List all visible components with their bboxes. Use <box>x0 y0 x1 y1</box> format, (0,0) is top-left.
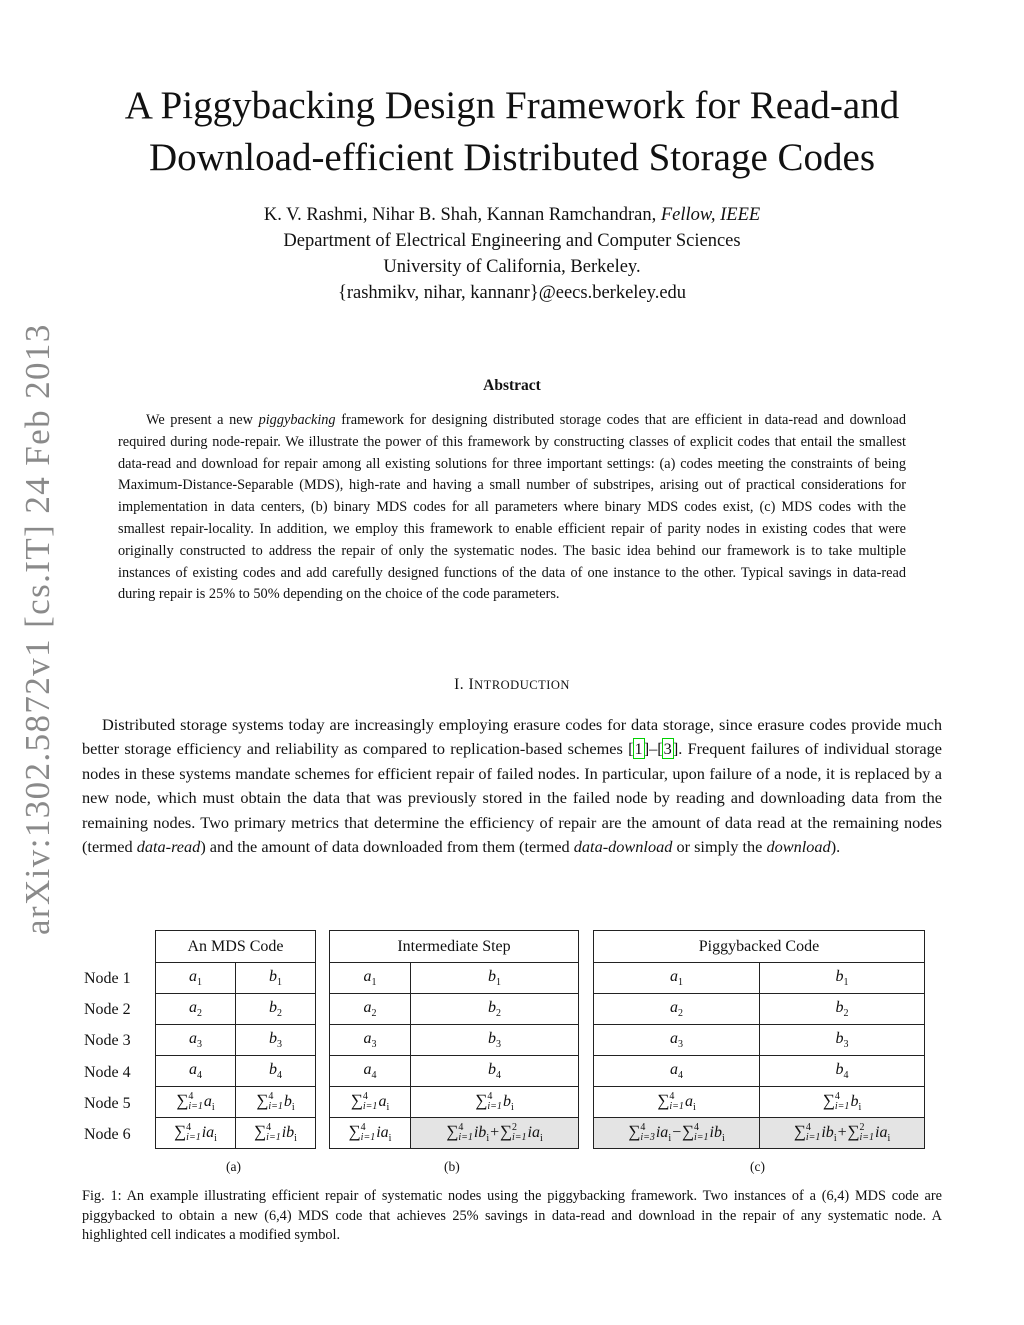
abstract-text-1: We present a new <box>146 412 253 428</box>
table-cell: $a_4$ <box>156 1056 236 1087</box>
node-label: Node 5 <box>84 1094 131 1112</box>
author-department: Department of Electrical Engineering and Computer Sciences <box>283 231 741 251</box>
table-cell: $a_3$ <box>330 1025 411 1056</box>
table-cell: $a_4$ <box>594 1056 760 1087</box>
intro-text-4: or simply the <box>676 837 763 857</box>
figure-caption: Fig. 1: An example illustrating efficient repair of systematic nodes using the piggybacking framework. Two instances of a (6,4) MDS code are piggybacked to obtain a new (6,4) MDS code that achieves 25% savings in data-read and download in the repair of any systematic node. A highlighted cell indicates a modified symbol. <box>82 1188 942 1244</box>
table-piggybacked-code <box>593 930 925 1149</box>
table-cell: ∑ 4 i=1 $ib_i$ <box>235 1118 315 1149</box>
author-names-line <box>100 202 924 228</box>
node-label: Node 2 <box>84 1001 131 1019</box>
node-labels <box>84 963 146 1150</box>
citation-link-3[interactable]: 3 <box>663 739 672 759</box>
table-cell: $b_2$ <box>235 994 315 1025</box>
title-line-1: A Piggybacking Design Framework for Read-and <box>124 84 900 127</box>
table-cell: $b_4$ <box>760 1056 925 1087</box>
table-cell: $b_4$ <box>235 1056 315 1087</box>
table-cell-highlighted: ∑ 4 i=1 $ib_i+\sum$ 2 i=1 $ia_i$ <box>760 1118 925 1149</box>
table-cell-highlighted: ∑ 4 i=1 $ib_i+\sum$ 2 i=1 $ia_i$ <box>411 1118 579 1149</box>
section-number: I. <box>454 676 465 693</box>
intro-text-3: ) and the amount of data downloaded from them (termed <box>200 837 570 857</box>
table-cell: $a_2$ <box>594 994 760 1025</box>
intro-text-2: . Frequent failures of individual storage nodes in these systems mandate schemes for efficient repair of failed nodes. In particular, upon failure of a node, it is replaced by a new node, which must obtain the data that was previously stored in the failed node by reading and downloading data from the remaining nodes. Two primary metrics that determine the efficiency of repair are the amount of data read at the remaining nodes (termed <box>82 739 942 857</box>
subfigure-label-a: (a) <box>226 1159 241 1174</box>
arxiv-side-stamp: arXiv:1302.5872v1 [cs.IT] 24 Feb 2013 <box>18 323 57 935</box>
table-cell: $b_1$ <box>760 963 925 994</box>
table-cell: ∑ 4 i=1 $ia_i$ <box>330 1118 411 1149</box>
citation-link-1[interactable]: 1 <box>634 739 643 759</box>
section-first-letter: I <box>468 676 475 693</box>
table-cell: $a_3$ <box>594 1025 760 1056</box>
table-cell: $b_2$ <box>760 994 925 1025</box>
citation-range-dash: – <box>649 739 658 759</box>
table-cell: $a_1$ <box>330 963 411 994</box>
node-label: Node 4 <box>84 1063 131 1081</box>
table-header: Piggybacked Code <box>594 931 925 963</box>
table-cell: ∑ 4 i=1 $a_i$ <box>330 1087 411 1118</box>
abstract-emphasis: piggybacking <box>258 412 336 428</box>
section-heading-introduction <box>100 676 924 694</box>
node-label: Node 6 <box>84 1125 131 1143</box>
table-cell: ∑ 4 i=1 $b_i$ <box>235 1087 315 1118</box>
subfigure-label-b: (b) <box>444 1159 460 1174</box>
term-data-read: data-read <box>136 837 201 857</box>
introduction-paragraph: Distributed storage systems today are increasingly employing erasure codes for data storage, since erasure codes provide much better storage efficiency and reliability as compared to replication-based schemes [1]–[3]. Frequent failures of individual storage nodes in these systems mandate schemes for efficient repair of failed nodes. In particular, upon failure of a node, it is replaced by a new node, which must obtain the data that was previously stored in the failed node by reading and downloading data from the remaining nodes. Two primary metrics that determine the efficiency of repair are the amount of data read at the remaining nodes (termed data-read) and the amount of data downloaded from them (termed data-download or simply the download). <box>82 715 942 857</box>
table-cell: $b_1$ <box>411 963 579 994</box>
abstract-body <box>118 410 906 606</box>
table-header: Intermediate Step <box>330 931 579 963</box>
table-intermediate-step <box>329 930 579 1149</box>
paper-title <box>60 80 964 184</box>
author-university: University of California, Berkeley. <box>383 257 641 277</box>
table-cell: $a_2$ <box>156 994 236 1025</box>
author-block <box>100 202 924 306</box>
intro-text-1: Distributed storage systems today are increasingly employing erasure codes for data storage, since erasure codes provide much better storage efficiency and reliability as compared to replication-based schemes <box>82 715 942 759</box>
table-cell: ∑ 4 i=1 $a_i$ <box>156 1087 236 1118</box>
table-cell: ∑ 4 i=1 $ia_i$ <box>156 1118 236 1149</box>
subfigure-label-c: (c) <box>750 1159 765 1174</box>
table-cell: $b_3$ <box>235 1025 315 1056</box>
table-cell: $b_1$ <box>235 963 315 994</box>
term-data-download: data-download <box>573 837 673 857</box>
table-header: An MDS Code <box>156 931 316 963</box>
table-cell: $a_2$ <box>330 994 411 1025</box>
abstract-text-2: framework for designing distributed storage codes that are efficient in data-read and download required during node-repair. We illustrate the power of this framework by constructing classes of explicit codes that entail the smallest data-read and download for repair among all existing solutions for three important settings: (a) codes meeting the constraints of being Maximum-Distance-Separable (MDS), high-rate and having a small number of substripes, arising out of practical considerations for implementation in data centers, (b) binary MDS codes for all parameters where binary MDS codes exist, (c) MDS codes with the smallest repair-locality. In addition, we employ this framework to enable efficient repair of parity nodes in existing codes that were originally constructed to address the repair of only the systematic nodes. The basic idea behind our framework is to take multiple instances of existing codes and add carefully designed functions of the data of one instance to the other. Typical savings in data-read during repair is 25% to 50% depending on the choice of the code parameters. <box>118 412 906 603</box>
table-cell: $a_4$ <box>330 1056 411 1087</box>
table-cell: $b_4$ <box>411 1056 579 1087</box>
table-cell: $b_3$ <box>760 1025 925 1056</box>
table-mds-code <box>155 930 316 1149</box>
author-names: K. V. Rashmi, Nihar B. Shah, Kannan Ramchandran, <box>263 205 657 225</box>
table-cell: $a_1$ <box>594 963 760 994</box>
table-cell-highlighted: ∑ 4 i=3 $ia_i-\sum$ 4 i=1 $ib_i$ <box>594 1118 760 1149</box>
node-label: Node 1 <box>84 970 131 987</box>
abstract-heading: Abstract <box>483 377 541 394</box>
author-emails: {rashmikv, nihar, kannanr}@eecs.berkeley.edu <box>337 283 687 303</box>
term-download: download <box>766 837 831 857</box>
table-cell: ∑ 4 i=1 $a_i$ <box>594 1087 760 1118</box>
node-label: Node 3 <box>84 1032 131 1050</box>
table-cell: ∑ 4 i=1 $b_i$ <box>760 1087 925 1118</box>
table-cell: ∑ 4 i=1 $b_i$ <box>411 1087 579 1118</box>
table-cell: $b_2$ <box>411 994 579 1025</box>
intro-text-5: ). <box>830 837 841 857</box>
title-line-2: Download-efficient Distributed Storage Codes <box>148 136 876 179</box>
table-cell: $b_3$ <box>411 1025 579 1056</box>
author-fellow: Fellow, IEEE <box>660 205 761 225</box>
section-title-rest: NTRODUCTION <box>474 678 570 692</box>
table-cell: $a_1$ <box>156 963 236 994</box>
table-cell: $a_3$ <box>156 1025 236 1056</box>
